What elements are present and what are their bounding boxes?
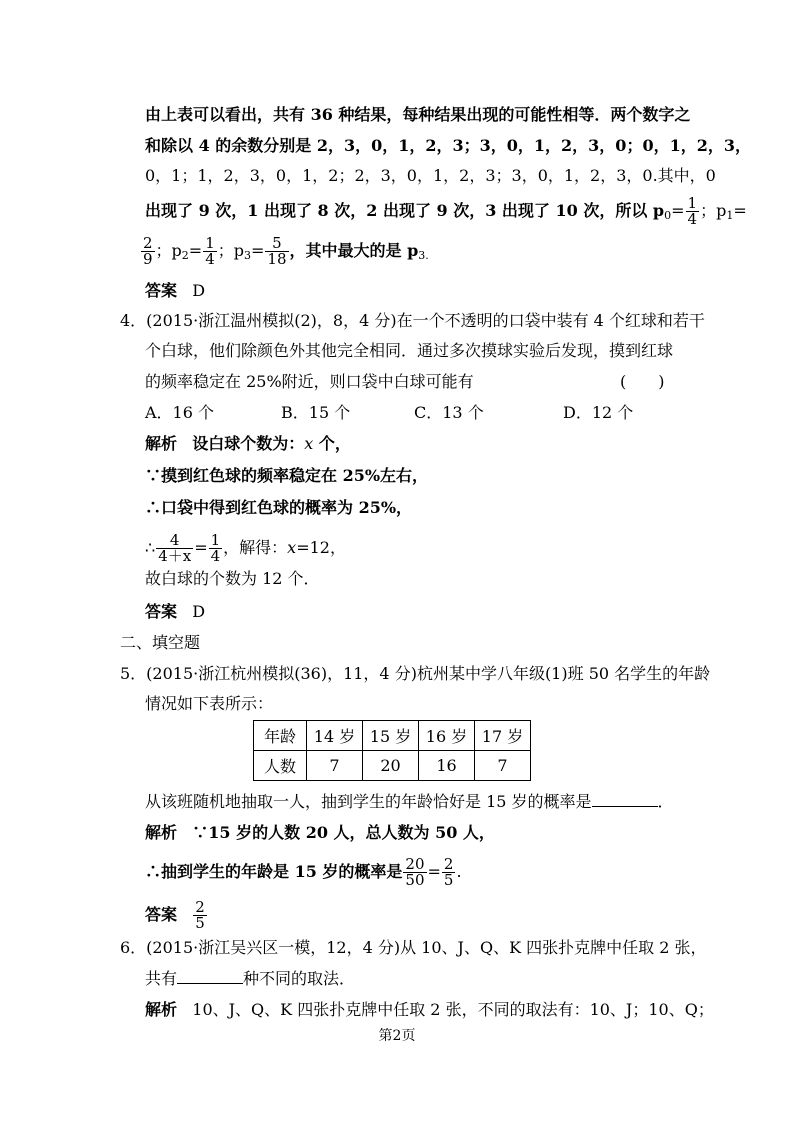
denominator: 4	[210, 547, 221, 565]
denominator: 9	[143, 250, 153, 268]
solution-line	[145, 823, 495, 843]
solution-label: 解析	[145, 434, 178, 453]
numerator: 1	[687, 194, 698, 212]
text-span: 个，	[313, 434, 351, 453]
equals-sign: =	[188, 241, 203, 260]
question-4-line: 个白球，他们除颜色外其他完全相同．通过多次摸球实验后发现，摸到红球	[145, 341, 674, 360]
denominator: 4	[205, 250, 215, 268]
numerator: 2	[443, 855, 454, 873]
table-cell: 17 岁	[475, 721, 531, 751]
fraction-answer-5	[193, 900, 207, 931]
text-span: .	[456, 862, 462, 881]
question-5-line: 5．(2015·浙江杭州模拟(36)，11，4 分)杭州某中学八年级(1)班 50 名学生的年龄	[120, 664, 711, 683]
variable-x: x	[287, 538, 297, 557]
fraction-eq-left	[156, 533, 193, 564]
subscript: 3	[244, 249, 251, 262]
table-cell: 7	[475, 751, 531, 781]
denominator: 50	[405, 871, 425, 889]
solution-line	[145, 857, 462, 888]
equals-sign: =	[427, 862, 441, 881]
answer-label: 答案	[145, 602, 178, 621]
fraction-p2	[203, 236, 217, 267]
question-4-line: 4．(2015·浙江温州模拟(2)，8，4 分)在一个不透明的口袋中装有 4 个红球和若干	[120, 311, 705, 330]
denominator: 5	[195, 914, 205, 932]
table-cell: 14 岁	[307, 721, 363, 751]
table-cell: 16	[419, 751, 475, 781]
answer-value: D	[192, 602, 206, 621]
numerator: 1	[205, 234, 215, 252]
table-cell: 7	[307, 751, 363, 781]
answer-paren: ( )	[620, 372, 665, 391]
numerator: 20	[405, 855, 425, 873]
equals-sign: =	[194, 538, 208, 557]
solution-line: ∴口袋中得到红色球的概率为 25%，	[145, 498, 413, 517]
separator: ；p	[700, 201, 727, 220]
answer-blank	[177, 969, 243, 984]
subscript: 0	[664, 209, 672, 222]
fraction-eq-right	[209, 533, 223, 564]
numerator: 5	[272, 234, 282, 252]
solution-line: 故白球的个数为 12 个．	[145, 569, 320, 588]
question-6-line: 6．(2015·浙江吴兴区一模，12，4 分)从 10、J、Q、K 四张扑克牌中任取 2 张，	[120, 938, 707, 957]
answer-label: 答案	[145, 281, 178, 300]
fraction-p3	[265, 236, 288, 267]
denominator: 4＋x	[158, 547, 192, 565]
solution-line: ∵摸到红色球的频率稳定在 25%左右，	[145, 466, 429, 485]
equals-sign: =	[251, 241, 265, 260]
solution-line	[145, 434, 351, 454]
section-heading: 二、填空题	[120, 633, 201, 652]
answer-line	[145, 900, 208, 931]
subscript: 3.	[418, 249, 429, 262]
numerator: 2	[143, 234, 153, 252]
separator: ；p	[217, 241, 244, 260]
solution-label: 解析	[145, 823, 178, 842]
option-c: C．13 个	[414, 403, 484, 422]
table-cell: 人数	[254, 751, 307, 781]
text-line: 由上表可以看出，共有 36 种结果，每种结果出现的可能性相等．两个数字之	[145, 105, 691, 124]
table-row	[254, 721, 531, 751]
text-span: ，解得：	[223, 538, 288, 557]
subscript: 2	[181, 249, 189, 262]
equals-sign: =	[733, 201, 747, 220]
answer-label: 答案	[145, 905, 178, 924]
solution-label: 解析	[145, 1000, 178, 1019]
question-4-line: 的频率稳定在 25%附近，则口袋中白球可能有	[145, 372, 474, 391]
table-cell: 16 岁	[419, 721, 475, 751]
fraction-prob-a	[403, 857, 426, 888]
text-span: ，其中最大的是 p	[289, 241, 419, 260]
table-cell: 20	[363, 751, 419, 781]
answer-line	[145, 602, 205, 622]
variable-x: x	[304, 434, 314, 453]
table-cell: 年龄	[254, 721, 307, 751]
text-span: 从该班随机地抽取一人，抽到学生的年龄恰好是 15 岁的概率是	[145, 792, 592, 811]
text-span: 10、J、Q、K 四张扑克牌中任取 2 张，不同的取法有：10、J；10、Q；	[192, 1000, 714, 1019]
answer-line	[145, 281, 205, 301]
question-5-line: 情况如下表所示：	[145, 694, 274, 713]
option-a: A．16 个	[145, 403, 215, 422]
fraction-p0	[686, 196, 700, 227]
table-cell: 15 岁	[363, 721, 419, 751]
page-number: 第2页	[378, 1028, 416, 1044]
numerator: 2	[195, 898, 205, 916]
option-d: D．12 个	[563, 403, 634, 422]
answer-value: D	[192, 281, 206, 300]
fraction-prob-b	[442, 857, 456, 888]
text-span: 种不同的取法．	[243, 969, 356, 988]
fraction-p1	[141, 236, 155, 267]
question-5-line	[145, 792, 674, 812]
text-line	[140, 236, 429, 267]
text-span: ∵15 岁的人数 20 人，总人数为 50 人，	[192, 823, 495, 842]
denominator: 5	[443, 871, 454, 889]
numerator: 1	[210, 531, 221, 549]
text-line: 0，1；1，2，3，0，1，2；2，3，0，1，2，3；3，0，1，2，3，0.其中，0	[145, 166, 716, 185]
age-table	[253, 720, 531, 781]
denominator: 18	[267, 250, 287, 268]
question-6-line	[145, 969, 355, 989]
text-line: 和除以 4 的余数分别是 2，3，0，1，2，3；3，0，1，2，3，0；0，1，2，3，	[145, 136, 751, 155]
denominator: 4	[687, 210, 698, 228]
subscript: 1	[726, 209, 734, 222]
equals-sign: =	[671, 201, 685, 220]
text-span: ∴抽到学生的年龄是 15 岁的概率是	[145, 862, 403, 881]
text-line	[145, 196, 747, 227]
option-b: B．15 个	[281, 403, 351, 422]
numerator: 4	[169, 531, 180, 549]
text-span: 设白球个数为：	[192, 434, 305, 453]
therefore-sign: ∴	[145, 538, 156, 557]
solution-line	[145, 1000, 714, 1020]
answer-blank	[592, 792, 658, 807]
text-span: 出现了 9 次，1 出现了 8 次，2 出现了 9 次，3 出现了 10 次，所以 p	[145, 201, 665, 220]
text-span: ．	[657, 792, 674, 811]
table-row	[254, 751, 531, 781]
text-span: 共有	[145, 969, 178, 988]
text-span: =12，	[296, 538, 346, 557]
solution-line	[145, 533, 346, 564]
separator: ；p	[155, 241, 182, 260]
